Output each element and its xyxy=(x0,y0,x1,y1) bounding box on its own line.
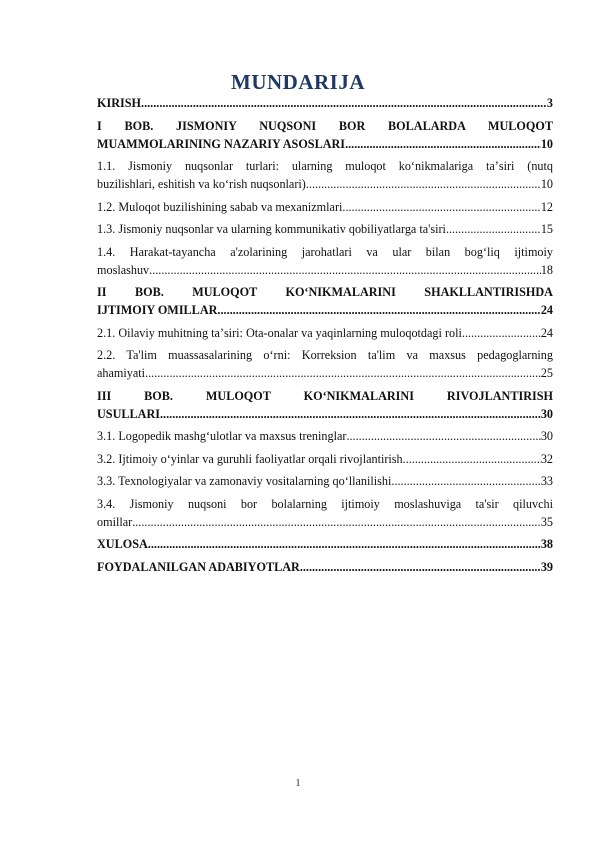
toc-entry[interactable] xyxy=(97,220,553,238)
toc-entry[interactable] xyxy=(97,157,553,193)
dot-leader xyxy=(132,513,541,531)
toc-entry-label-line: III BOB. MULOQOT KOʻNIKMALARINI RIVOJLANTIRISH xyxy=(97,388,553,403)
toc-entry-label: USULLARI xyxy=(97,406,160,421)
toc-entry[interactable] xyxy=(97,243,553,279)
dot-leader xyxy=(403,450,541,468)
toc-entry[interactable] xyxy=(97,387,553,423)
dot-leader xyxy=(345,135,541,153)
toc-page-number: 30 xyxy=(540,406,553,421)
toc-page-number: 10 xyxy=(540,177,553,191)
toc-entry-label: IJTIMOIY OMILLAR xyxy=(97,303,218,317)
dot-leader xyxy=(342,198,540,216)
toc-page-number: 24 xyxy=(540,303,553,317)
dot-leader xyxy=(217,301,540,319)
toc-entry[interactable] xyxy=(97,94,553,112)
toc-entry-last-line xyxy=(97,513,553,531)
toc-page-number: 38 xyxy=(540,537,553,551)
dot-leader xyxy=(148,535,541,553)
toc-page-number: 33 xyxy=(540,474,553,488)
page-number: 1 xyxy=(295,778,301,789)
page-title: MUNDARIJA xyxy=(231,70,365,94)
toc-page-number: 10 xyxy=(540,136,553,151)
toc-entry[interactable] xyxy=(97,346,553,382)
dot-leader xyxy=(346,427,540,445)
toc-entry-label: omillar xyxy=(97,514,133,529)
toc-entry[interactable] xyxy=(97,558,553,576)
toc-page-number: 12 xyxy=(540,199,553,214)
toc-entry-label-line: 2.2. Ta'lim muassasalarining oʻrni: Korreksion ta'lim va maxsus pedagoglarning xyxy=(97,348,553,362)
toc-entry-label: 1.3. Jismoniy nuqsonlar va ularning kommunikativ qobiliyatlarga ta'siri xyxy=(97,222,446,236)
toc-entry-label: 3.2. Ijtimoiy oʻyinlar va guruhli faoliyatlar orqali rivojlantirish xyxy=(97,451,403,466)
toc-entry[interactable] xyxy=(97,495,553,531)
toc-entry-last-line xyxy=(97,175,553,193)
toc-page-number: 3 xyxy=(546,96,553,110)
toc-entry[interactable] xyxy=(97,198,553,216)
dot-leader xyxy=(446,220,541,238)
toc-entry-label-line: 3.4. Jismoniy nuqsoni bor bolalarning ijtimoiy moslashuviga ta'sir qiluvchi xyxy=(97,496,553,511)
toc-page-number: 30 xyxy=(540,429,553,443)
toc-page-number: 35 xyxy=(540,514,553,529)
dot-leader xyxy=(160,405,541,423)
toc-entry-last-line xyxy=(97,301,553,319)
toc-entry-last-line xyxy=(97,364,553,382)
toc-entry[interactable] xyxy=(97,427,553,445)
toc-page-number: 15 xyxy=(540,222,553,236)
dot-leader xyxy=(306,175,541,193)
toc-entry-label: XULOSA xyxy=(97,537,148,551)
toc-entry[interactable] xyxy=(97,283,553,319)
toc-page-number: 25 xyxy=(540,366,553,380)
dot-leader xyxy=(391,472,540,490)
toc-entry[interactable] xyxy=(97,450,553,468)
toc-entry[interactable] xyxy=(97,117,553,153)
toc-page-number: 24 xyxy=(540,325,553,340)
toc-entry-label: moslashuv xyxy=(97,262,150,277)
dot-leader xyxy=(145,364,541,382)
toc-entry-last-line xyxy=(97,261,553,279)
toc-entry-last-line xyxy=(97,135,553,153)
toc-entry[interactable] xyxy=(97,324,553,342)
toc-entry-label-line: I BOB. JISMONIY NUQSONI BOR BOLALARDA MULOQOT xyxy=(97,118,553,133)
toc-entry-label: MUAMMOLARINING NAZARIY ASOSLARI xyxy=(97,136,346,151)
dot-leader xyxy=(149,261,541,279)
toc-entry-label: 2.1. Oilaviy muhitning taʼsiri: Ota-onalar va yaqinlarning muloqotdagi roli xyxy=(97,325,462,340)
toc-entry-label: 3.3. Texnologiyalar va zamonaviy vositalarning qoʻllanilishi xyxy=(97,474,392,488)
toc-page-number: 18 xyxy=(540,262,553,277)
toc-entry-label-line: 1.4. Harakat-tayancha a'zolarining jarohatlari va ular bilan bogʻliq ijtimoiy xyxy=(97,244,553,259)
dot-leader xyxy=(141,94,547,112)
toc-entry-label: 1.2. Muloqot buzilishining sabab va mexanizmlari xyxy=(97,199,343,214)
toc-entry-label: FOYDALANILGAN ADABIYOTLAR xyxy=(97,559,300,574)
toc-entry[interactable] xyxy=(97,535,553,553)
toc-entry-label: 3.1. Logopedik mashgʻulotlar va maxsus treninglar xyxy=(97,429,347,443)
dot-leader xyxy=(462,324,541,342)
toc-entry-last-line xyxy=(97,405,553,423)
toc-entry[interactable] xyxy=(97,472,553,490)
dot-leader xyxy=(300,558,541,576)
toc-page-number: 32 xyxy=(540,451,553,466)
toc-entry-label-line: II BOB. MULOQOT KOʻNIKMALARINI SHAKLLANTIRISHDA xyxy=(97,285,553,299)
table-of-contents xyxy=(97,94,553,580)
toc-entry-label-line: 1.1. Jismoniy nuqsonlar turlari: ularning muloqot koʻnikmalariga taʼsiri (nutq xyxy=(97,159,553,173)
toc-entry-label: ahamiyati xyxy=(97,366,146,380)
toc-page-number: 39 xyxy=(540,559,553,574)
toc-entry-label: KIRISH xyxy=(97,96,142,110)
toc-entry-label: buzilishlari, eshitish va koʻrish nuqsonlari) xyxy=(97,177,306,191)
